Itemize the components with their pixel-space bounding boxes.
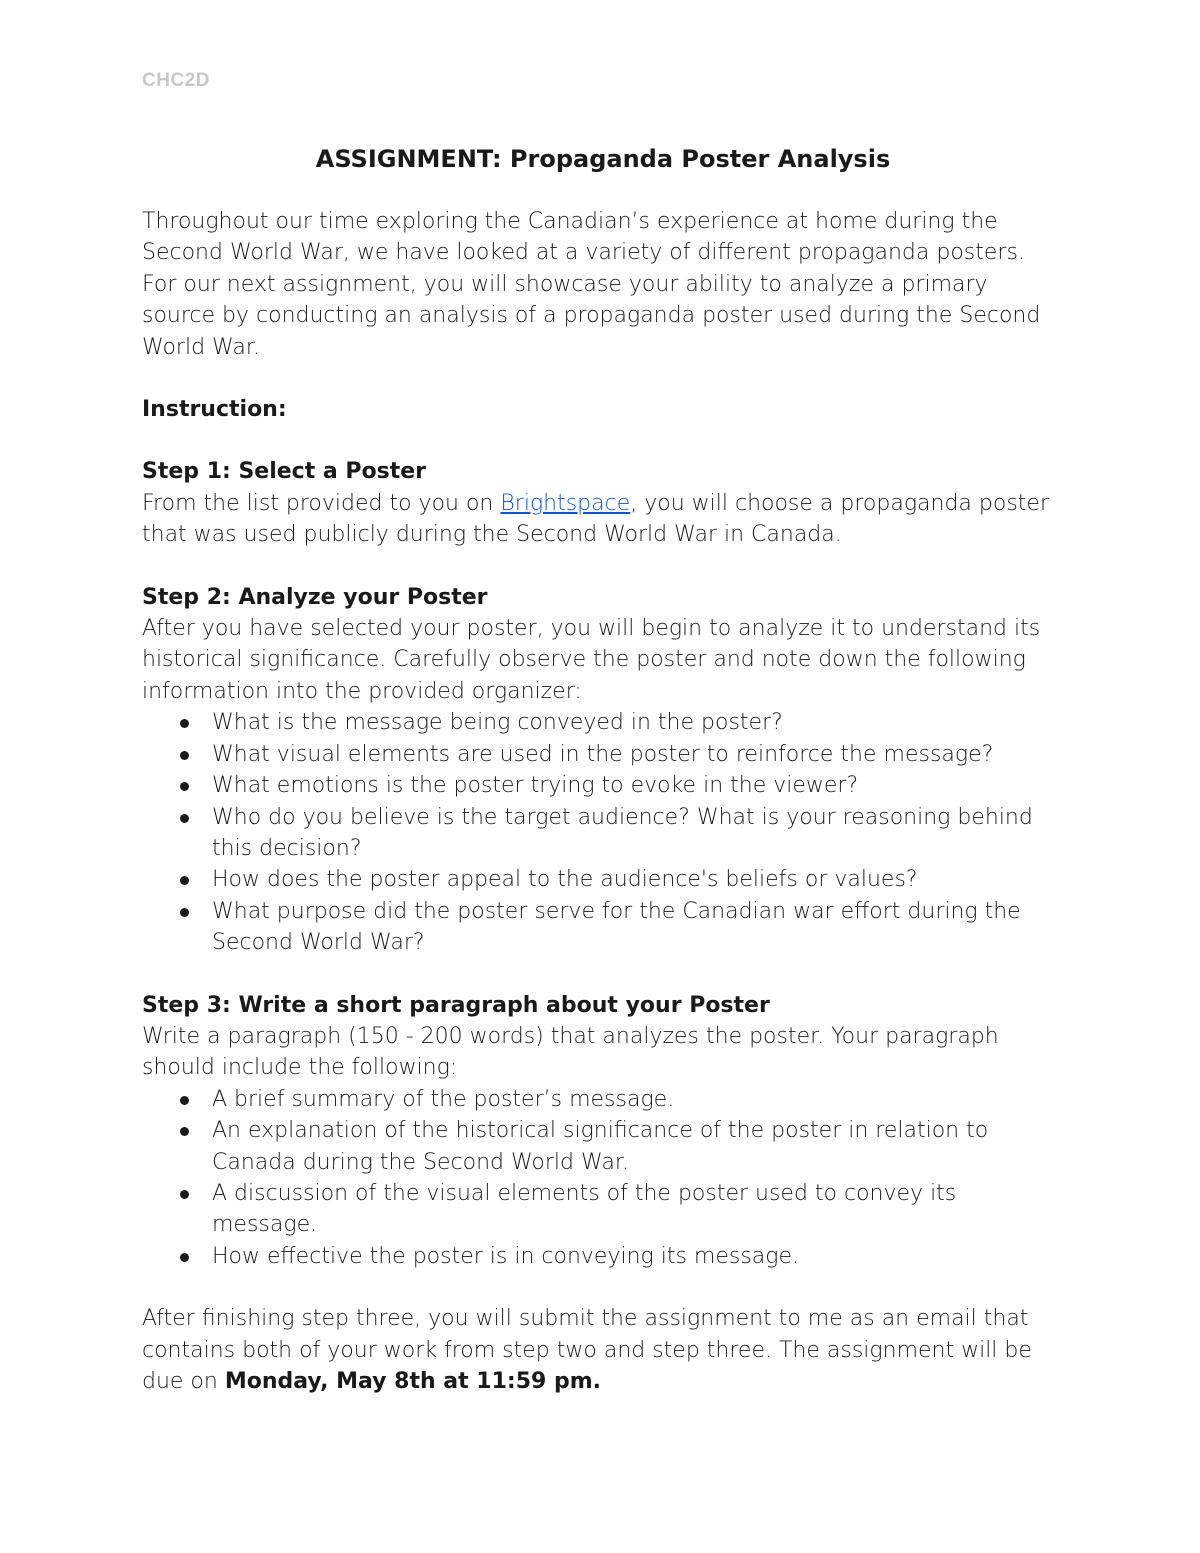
document-body [142,142,1062,1397]
list-item: How does the poster appeal to the audience's beliefs or values? [142,864,1062,895]
brightspace-link[interactable]: Brightspace [500,490,631,516]
closing-text: After finishing step three, you will submit the assignment to me as an email that contains both of your work from step two and step three. The assignment will be due on [142,1306,1032,1394]
step-2-text: After you have selected your poster, you will begin to analyze it to understand its historical significance. Carefully observe the poster and note down the following information into the provided organizer: [142,616,1041,704]
list-item: Who do you believe is the target audience? What is your reasoning behind this decision? [142,802,1062,865]
due-date: Monday, May 8th at 11:59 pm. [224,1369,602,1394]
list-item: What purpose did the poster serve for the Canadian war effort during the Second World War? [142,896,1062,959]
list-item: How effective the poster is in conveying its message. [142,1241,1062,1272]
step-3-section [142,990,1062,1273]
list-item: What visual elements are used in the poster to reinforce the message? [142,739,1062,770]
step-1-text [142,488,1062,551]
step-1-heading: Step 1: Select a Poster [142,459,427,485]
list-item: A discussion of the visual elements of the poster used to convey its message. [142,1178,1062,1241]
intro-paragraph: Throughout our time exploring the Canadian’s experience at home during the Second World War, we have looked at a variety of different propaganda posters. For our next assignment, you will showcase your ability to analyze a primary source by conducting an analysis of a propaganda poster used during the Second World War. [142,209,1041,360]
step-2-section [142,582,1062,959]
list-item: What is the message being conveyed in the poster? [142,707,1062,738]
step-3-heading: Step 3: Write a short paragraph about your Poster [142,992,770,1018]
closing-paragraph [142,1303,1062,1397]
step-3-bullet-list [142,1084,1062,1272]
list-item: A brief summary of the poster’s message. [142,1084,1062,1115]
course-code-header: CHC2D [142,70,210,91]
assignment-title: ASSIGNMENT: Propaganda Poster Analysis [315,145,891,173]
step-1-text-after-link: , you will choose a propaganda poster that was used publicly during the Second World War in Canada. [142,490,1049,548]
instruction-heading: Instruction: [142,397,287,423]
list-item: An explanation of the historical significance of the poster in relation to Canada during the Second World War. [142,1115,1062,1178]
step-1-section [142,456,1062,550]
step-2-heading: Step 2: Analyze your Poster [142,584,488,610]
list-item: What emotions is the poster trying to evoke in the viewer? [142,770,1062,801]
step-2-bullet-list [142,707,1062,958]
step-3-text: Write a paragraph (150 - 200 words) that analyzes the poster. Your paragraph should include the following: [142,1023,999,1081]
step-1-text-before-link: From the list provided to you on [142,490,501,516]
